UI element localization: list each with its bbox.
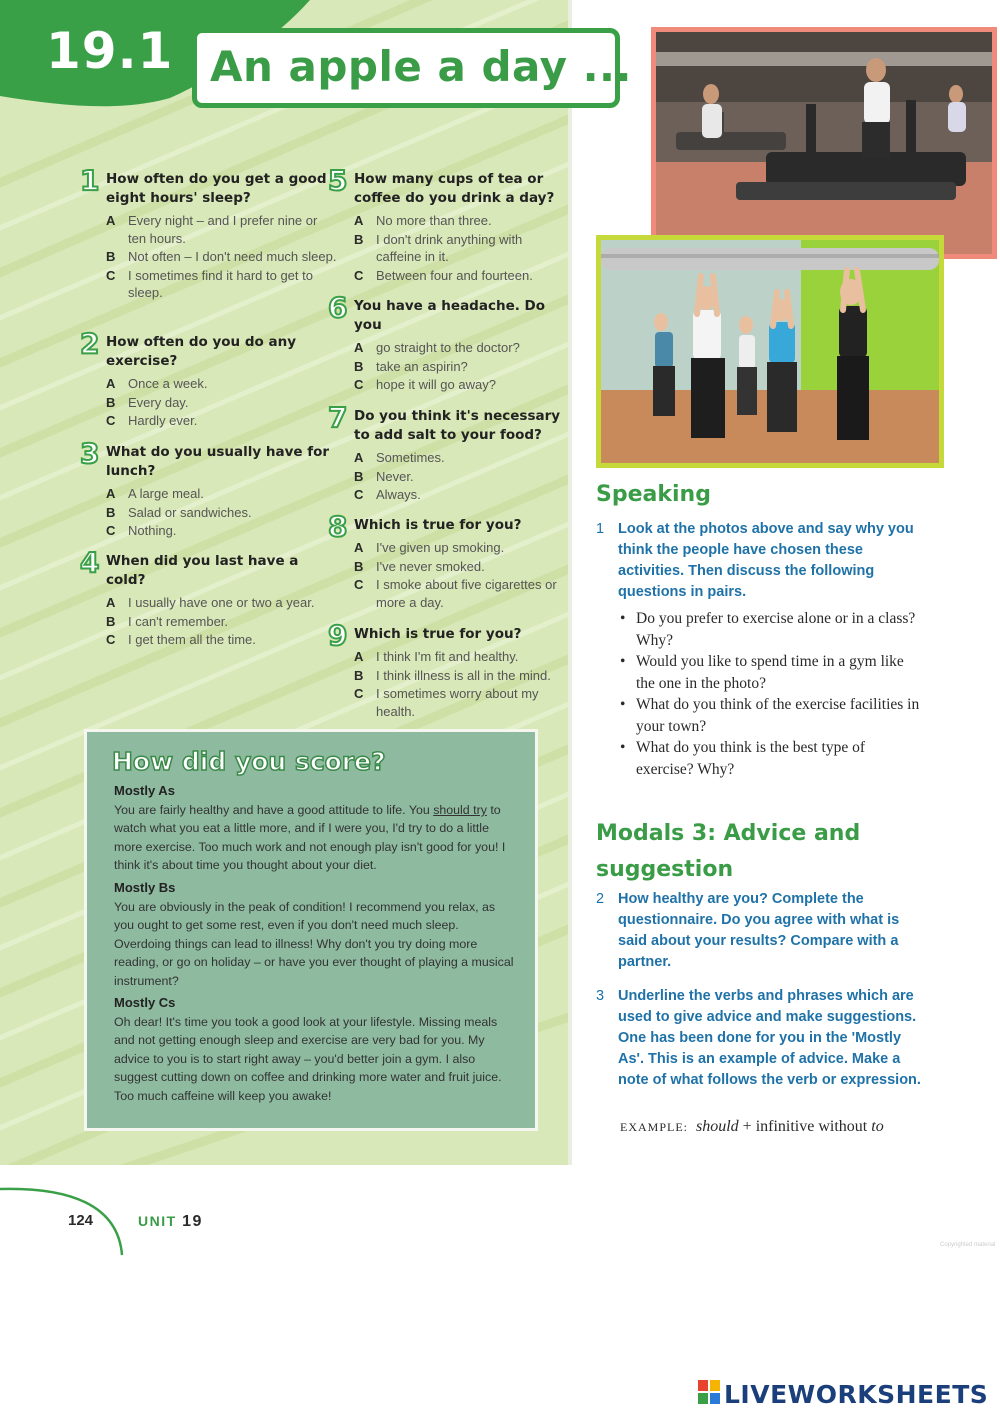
option-c[interactable]: C I sometimes worry about my health.: [354, 686, 539, 719]
option-b[interactable]: B I can't remember.: [106, 613, 229, 629]
page-number: 124: [68, 1212, 94, 1229]
modals-task-2: 2 How healthy are you? Complete the questionnaire. Do you agree with what is said about your results? Compare with a partner.: [596, 891, 900, 970]
page-title: An apple a day ...: [210, 42, 632, 91]
option-c[interactable]: C I sometimes find it hard to get to sleep.: [106, 267, 313, 301]
option-a[interactable]: A go straight to the doctor?: [354, 340, 520, 355]
question-number: 5: [328, 164, 348, 197]
mostly-cs-text: Oh dear! It's time you took a good look at your lifestyle. Missing meals and not getting enough sleep and exercise are very bad for you. My advice to you is to start right away – you'd better join a gym. I also suggest cutting down on coffee and drinking more water and fruit juice. Too much caffeine will keep you awake!: [114, 1015, 502, 1103]
question-text: Do you think it's necessary to add salt to your food?: [354, 408, 561, 443]
modals-task-3: 3 Underline the verbs and phrases which are used to give advice and make suggestions. One has been done for you in the 'Mostly As'. This is an example of advice. Make a note of what follows the verb or expression.: [596, 988, 921, 1088]
question-1: [80, 164, 338, 302]
question-text: You have a headache. Do you: [354, 298, 546, 333]
question-text: How many cups of tea or coffee do you drink a day?: [354, 171, 555, 206]
question-7: [328, 401, 564, 504]
speaking-heading: Speaking: [596, 482, 711, 507]
underlined-example: should try: [433, 803, 487, 817]
mostly-as-heading: Mostly As: [114, 783, 175, 798]
mostly-bs-text: You are obviously in the peak of condition! I recommend you relax, as you ought to get some rest, even if you don't need much sleep. Overdoing things can lead to illness! Why don't you try doing more reading, or go on holiday – or have you ever thought of playing a musical instrument?: [114, 900, 514, 988]
discussion-questions: [620, 608, 920, 780]
option-a[interactable]: A I usually have one or two a year.: [106, 595, 315, 610]
option-b[interactable]: B I don't drink anything with caffeine in it.: [354, 231, 523, 265]
option-b[interactable]: B take an aspirin?: [354, 358, 468, 374]
example-line: EXAMPLE: should + infinitive without to: [620, 1118, 884, 1135]
panel-edge: [568, 0, 572, 1165]
question-text: Which is true for you?: [354, 626, 522, 642]
footer-curve: [0, 1185, 130, 1260]
mostly-as-text: You are fairly healthy and have a good attitude to life. You should try to watch what you eat a little more, and if I were you, I'd try to do a little more exercise. Too much work and not enough play isn't good for you! I think it's about time you thought about your diet.: [114, 803, 506, 873]
unit-number: 19.1: [46, 22, 174, 80]
fitness-class-photo: [596, 235, 944, 468]
option-a[interactable]: A Every night – and I prefer nine or ten hours.: [106, 213, 318, 246]
option-a[interactable]: A Sometimes.: [354, 450, 445, 465]
question-8: [328, 510, 564, 611]
modals-heading: Modals 3: Advice and suggestion: [596, 821, 861, 882]
question-number: 8: [328, 510, 348, 543]
option-b[interactable]: B Not often – I don't need much sleep.: [106, 249, 337, 265]
question-4: [80, 546, 338, 649]
question-number: 9: [328, 619, 348, 652]
option-a[interactable]: A I think I'm fit and healthy.: [354, 649, 519, 664]
question-6: [328, 291, 554, 394]
option-a[interactable]: A A large meal.: [106, 486, 204, 501]
option-c[interactable]: C I smoke about five cigarettes or more a day.: [354, 577, 557, 610]
gym-treadmill-photo: [651, 27, 997, 259]
question-text: When did you last have a cold?: [106, 553, 299, 588]
question-3: [80, 437, 338, 540]
question-number: 3: [80, 437, 100, 470]
mostly-bs-heading: Mostly Bs: [114, 880, 176, 895]
question-number: 1: [80, 164, 100, 197]
option-a[interactable]: A No more than three.: [354, 213, 492, 228]
question-text: Which is true for you?: [354, 517, 522, 533]
question-text: How often do you do any exercise?: [106, 334, 296, 369]
liveworksheets-logo-icon: [698, 1380, 720, 1404]
discussion-question: • Do you prefer to exercise alone or in a class? Why?: [620, 608, 920, 651]
speaking-task-1: 1 Look at the photos above and say why you think the people have chosen these activities. Then discuss the following questions in pairs.: [596, 521, 914, 600]
option-c[interactable]: C Hardly ever.: [106, 413, 198, 429]
option-b[interactable]: B I think illness is all in the mind.: [354, 667, 551, 683]
discussion-question: • What do you think of the exercise facilities in your town?: [620, 694, 920, 737]
question-text: What do you usually have for lunch?: [106, 444, 330, 479]
option-b[interactable]: B Every day.: [106, 394, 189, 410]
fitness-class-scene: [601, 240, 939, 463]
mostly-cs-heading: Mostly Cs: [114, 995, 176, 1010]
option-c[interactable]: C hope it will go away?: [354, 377, 496, 393]
copyright-note: Copyrighted material: [940, 1242, 996, 1248]
option-b[interactable]: B Never.: [354, 468, 414, 484]
question-number: 2: [80, 327, 100, 360]
score-title: How did you score?: [112, 747, 386, 776]
question-number: 4: [80, 546, 100, 579]
option-c[interactable]: C I get them all the time.: [106, 632, 256, 648]
option-a[interactable]: A Once a week.: [106, 376, 208, 391]
option-b[interactable]: B Salad or sandwiches.: [106, 504, 252, 520]
option-a[interactable]: A I've given up smoking.: [354, 540, 505, 555]
option-c[interactable]: C Always.: [354, 487, 421, 503]
unit-label: UNIT 19: [138, 1213, 203, 1230]
brand-name: LIVEWORKSHEETS: [724, 1380, 989, 1409]
question-9: [328, 619, 566, 720]
question-number: 6: [328, 291, 348, 324]
option-b[interactable]: B I've never smoked.: [354, 558, 485, 574]
question-2: [80, 327, 338, 430]
question-number: 7: [328, 401, 348, 434]
question-text: How often do you get a good eight hours' sleep?: [106, 171, 327, 206]
option-c[interactable]: C Nothing.: [106, 523, 177, 539]
discussion-question: • What do you think is the best type of exercise? Why?: [620, 737, 920, 780]
discussion-question: • Would you like to spend time in a gym like the one in the photo?: [620, 651, 920, 694]
gym-scene: [656, 32, 992, 254]
option-c[interactable]: C Between four and fourteen.: [354, 267, 533, 283]
question-5: [328, 164, 564, 284]
